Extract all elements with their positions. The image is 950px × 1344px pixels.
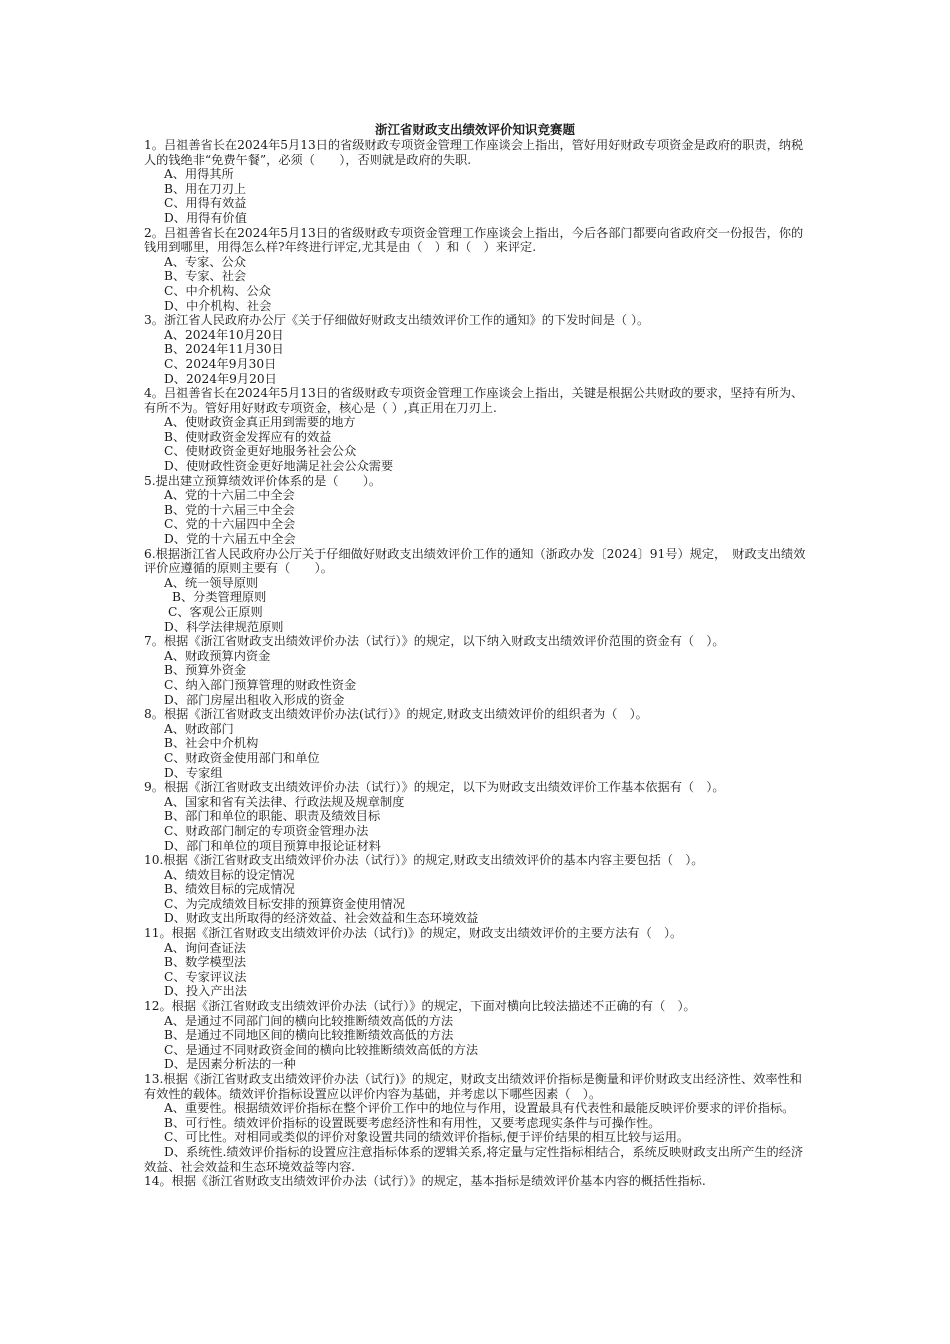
option-c: C、专家评议法 xyxy=(164,969,247,984)
option-c: C、用得有效益 xyxy=(164,196,247,211)
question-7 xyxy=(144,634,812,707)
option-c: C、为完成绩效目标安排的预算资金使用情况 xyxy=(164,896,405,911)
option-d: D、财政支出所取得的经济效益、社会效益和生态环境效益 xyxy=(164,911,479,926)
question-text: 5.提出建立预算绩效评价体系的是（ ）。 xyxy=(144,473,382,488)
option-a: A、重要性。根据绩效评价指标在整个评价工作中的地位与作用，设置最具有代表性和最能反映评价要求的评价指标。 xyxy=(164,1101,795,1116)
option-c: C、客观公正原则 xyxy=(168,605,263,619)
question-8 xyxy=(144,707,812,780)
option-a: A、用得其所 xyxy=(164,167,234,182)
question-12 xyxy=(144,999,812,1072)
question-text: 11。根据《浙江省财政支出绩效评价办法（试行)》的规定，财政支出绩效评价的主要方法有（ ）。 xyxy=(144,926,683,941)
option-b: B、分类管理原则 xyxy=(172,590,267,605)
question-9 xyxy=(144,780,812,853)
option-b: B、可行性。绩效评价指标的设置既要考虑经济性和有用性，又要考虑现实条件与可操作性。 xyxy=(164,1115,661,1130)
question-6 xyxy=(144,547,812,635)
document-title: 浙江省财政支出绩效评价知识竞赛题 xyxy=(374,122,575,137)
option-c: C、财政资金使用部门和单位 xyxy=(164,750,320,765)
question-text: 10.根据《浙江省财政支出绩效评价办法（试行）》的规定,财政支出绩效评价的基本内容主要包括（ ）。 xyxy=(144,853,704,868)
option-d: D、专家组 xyxy=(164,765,223,780)
option-d: D、投入产出法 xyxy=(164,984,247,999)
option-b: B、2024年11月30日 xyxy=(164,342,284,357)
option-b: B、社会中介机构 xyxy=(164,736,259,751)
question-text: 8。根据《浙江省财政支出绩效评价办法(试行）》的规定,财政支出绩效评价的组织者为（ ）。 xyxy=(144,707,648,722)
option-d: D、是因素分析法的一种 xyxy=(164,1057,296,1072)
question-3 xyxy=(144,313,812,386)
question-list xyxy=(144,138,812,1189)
question-11 xyxy=(144,926,812,999)
option-a: A、专家、公众 xyxy=(164,254,246,269)
option-c: C、2024年9月30日 xyxy=(164,356,277,371)
option-b: B、数学模型法 xyxy=(164,955,247,970)
option-b: B、使财政资金发挥应有的效益 xyxy=(164,429,332,444)
option-c: C、中介机构、公众 xyxy=(164,283,271,298)
option-a: A、财政部门 xyxy=(164,721,234,736)
option-d: D、用得有价值 xyxy=(164,210,247,225)
question-2 xyxy=(144,226,812,314)
option-b: B、是通过不同地区间的横向比较推断绩效高低的方法 xyxy=(164,1028,454,1043)
option-a: A、绩效目标的设定情况 xyxy=(164,867,295,882)
question-text: 2。吕祖善省长在2024年5月13日的省级财政专项资金管理工作座谈会上指出，今后各部门都要向省政府交一份报告，你的钱用到哪里，用得怎么样?年终进行评定,尤其是由（ ）和（ ）来评定. xyxy=(144,225,804,255)
option-c: C、使财政资金更好地服务社会公众 xyxy=(164,444,357,459)
option-c: C、是通过不同财政资金间的横向比较推断绩效高低的方法 xyxy=(164,1042,479,1057)
option-c: C、纳入部门预算管理的财政性资金 xyxy=(164,677,357,692)
option-b: B、党的十六届三中全会 xyxy=(164,502,295,517)
option-b: B、部门和单位的职能、职责及绩效目标 xyxy=(164,809,381,824)
question-text: 13.根据《浙江省财政支出绩效评价办法（试行)》的规定，财政支出绩效评价指标是衡量和评价财政支出经济性、效率性和有效性的载体。绩效评价指标设置应以评价内容为基础，并考虑以下哪些因素（ ）。 xyxy=(144,1072,802,1101)
option-d: D、部门房屋出租收入形成的资金 xyxy=(164,692,345,707)
question-1 xyxy=(144,138,812,226)
option-a: A、询问查证法 xyxy=(164,940,246,955)
question-10 xyxy=(144,853,812,926)
question-text: 3。浙江省人民政府办公厅《关于仔细做好财政支出绩效评价工作的通知》的下发时间是（ ）。 xyxy=(144,313,650,328)
question-text: 9。根据《浙江省财政支出绩效评价办法（试行）》的规定，以下为财政支出绩效评价工作基本依据有（ ）。 xyxy=(144,780,725,795)
option-c: C、财政部门制定的专项资金管理办法 xyxy=(164,823,369,838)
option-d: D、部门和单位的项目预算申报论证材料 xyxy=(164,838,381,853)
option-a: A、财政预算内资金 xyxy=(164,648,271,663)
question-text: 4。吕祖善省长在2024年5月13日的省级财政专项资金管理工作座谈会上指出，关键是根据公共财政的要求，坚持有所为、有所不为。管好用好财政专项资金，核心是（ ）,真正用在刀刃上. xyxy=(144,386,804,415)
question-text: 6.根据浙江省人民政府办公厅关于仔细做好财政支出绩效评价工作的通知（浙政办发〔2024〕91号）规定， 财政支出绩效评价应遵循的原则主要有（ ）。 xyxy=(144,546,806,576)
option-d: D、2024年9月20日 xyxy=(164,371,277,386)
option-c: C、可比性。对相同或类似的评价对象设置共同的绩效评价指标,便于评价结果的相互比较与运用。 xyxy=(164,1130,690,1145)
question-4 xyxy=(144,386,812,474)
question-14 xyxy=(144,1174,812,1189)
option-a: A、是通过不同部门间的横向比较推断绩效高低的方法 xyxy=(164,1013,454,1028)
option-d: D、党的十六届五中全会 xyxy=(164,532,296,547)
option-c: C、党的十六届四中全会 xyxy=(164,517,296,532)
question-5 xyxy=(144,474,812,547)
option-a: A、党的十六届二中全会 xyxy=(164,488,295,503)
question-text: 7。根据《浙江省财政支出绩效评价办法（试行）》的规定，以下纳入财政支出绩效评价范围的资金有（ ）。 xyxy=(144,634,725,649)
option-d: D、系统性.绩效评价指标的设置应注意指标体系的逻辑关系,将定量与定性指标相结合，系统反映财政支出所产生的经济效益、社会效益和生态环境效益等内容. xyxy=(144,1144,804,1174)
option-d: D、科学法律规范原则 xyxy=(164,619,284,634)
option-b: B、绩效目标的完成情况 xyxy=(164,882,295,897)
option-b: B、用在刀刃上 xyxy=(164,181,247,196)
option-a: A、使财政资金真正用到需要的地方 xyxy=(164,415,356,430)
question-text: 14。根据《浙江省财政支出绩效评价办法（试行）》的规定，基本指标是绩效评价基本内容的概括性指标. xyxy=(144,1174,706,1189)
question-text: 12。根据《浙江省财政支出绩效评价办法（试行）》的规定，下面对横向比较法描述不正确的有（ ）。 xyxy=(144,999,696,1014)
option-b: B、专家、社会 xyxy=(164,269,247,284)
question-text: 1。吕祖善省长在2024年5月13日的省级财政专项资金管理工作座谈会上指出，管好用好财政专项资金是政府的职责，纳税人的钱绝非“免费午餐”，必须（ ），否则就是政府的失职. xyxy=(144,138,804,167)
option-d: D、使财政性资金更好地满足社会公众需要 xyxy=(164,459,394,474)
question-13 xyxy=(144,1072,812,1174)
option-d: D、中介机构、社会 xyxy=(164,298,272,313)
option-b: B、预算外资金 xyxy=(164,663,247,678)
option-a: A、2024年10月20日 xyxy=(164,327,284,342)
option-a: A、国家和省有关法律、行政法规及规章制度 xyxy=(164,794,405,809)
option-a: A、统一领导原则 xyxy=(164,575,259,590)
